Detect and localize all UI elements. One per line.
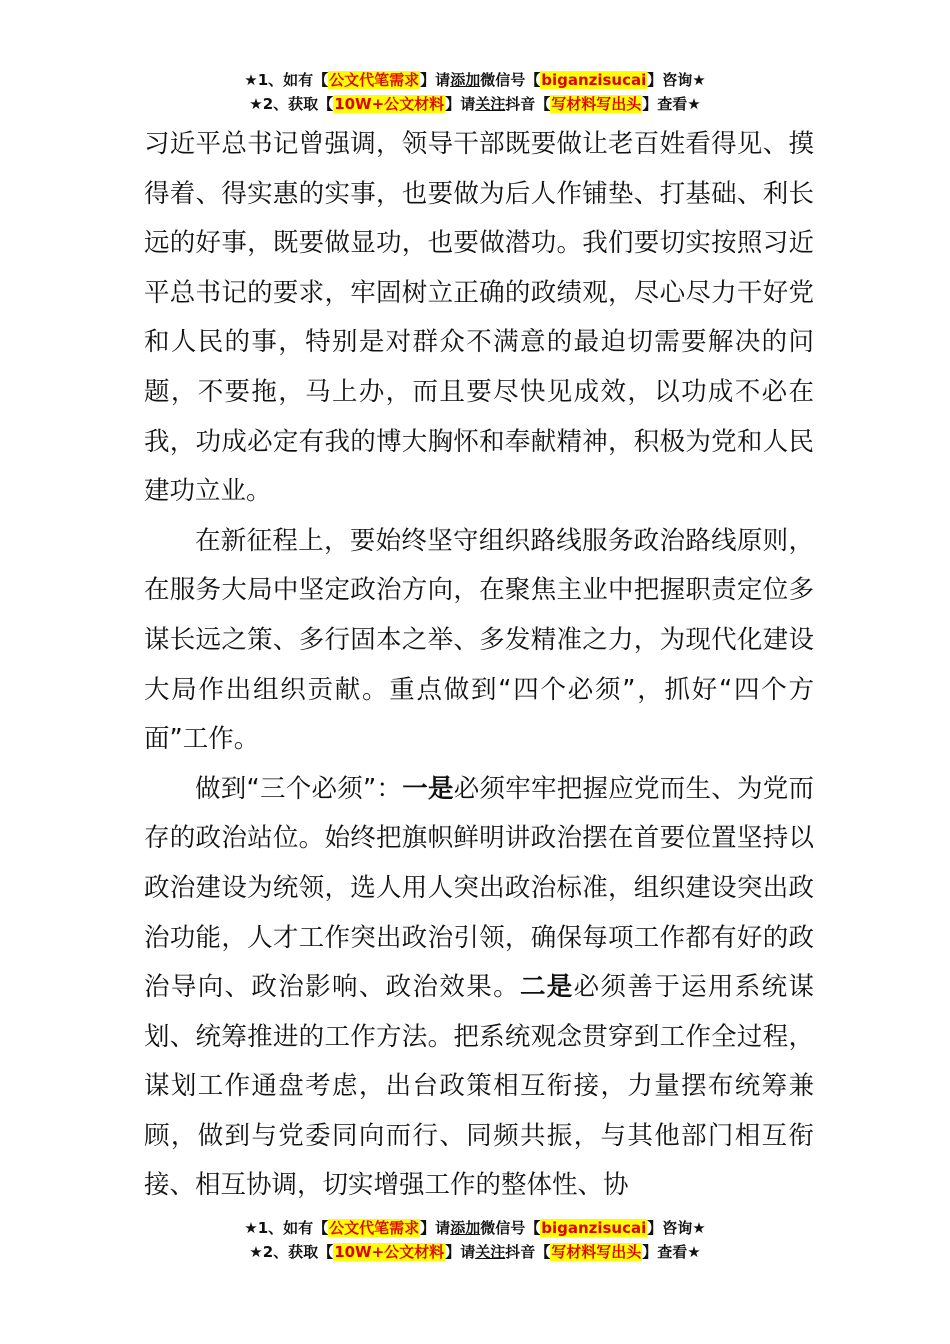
underlined-word: 关注 [475,95,506,113]
banner-line-1 [0,1216,950,1240]
banner-text: 】请 [420,71,451,89]
document-body [144,120,814,1211]
banner-text: ★2、获取【 [249,95,334,113]
paragraph-2: 在新征程上，要始终坚守组织路线服务政治路线原则，在服务大局中坚定政治方向，在聚焦主业中把握职责定位多谋长远之策、多行固本之举、多发精准之力，为现代化建设大局作出组织贡献。重点做到“四个必须”，抓好“四个方面”工作。 [144,525,814,755]
point-one-label: 一是 [402,773,454,804]
banner-text: 微信号【 [480,1219,541,1237]
banner-text: 抖音【 [505,95,551,113]
paragraph-3 [144,765,814,1211]
highlight-douyin-account: 写材料写出头 [551,1243,642,1261]
banner-text: 】咨询★ [647,71,706,89]
underlined-word: 添加 [450,71,481,89]
banner-text: 抖音【 [505,1243,551,1261]
banner-text: 】请 [445,1243,476,1261]
banner-text: 】咨询★ [647,1219,706,1237]
banner-line-1 [0,68,950,92]
highlight-douyin-account: 写材料写出头 [551,95,642,113]
paragraph-1: 习近平总书记曾强调，领导干部既要做让老百姓看得见、摸得着、得实惠的实事，也要做为后人作铺垫、打基础、利长远的好事，既要做显功，也要做潜功。我们要切实按照习近平总书记的要求，牢固树立正确的政绩观，尽心尽力干好党和人民的事，特别是对群众不满意的最迫切需要解决的问题，不要拖，马上办，而且要尽快见成效，以功成不必在我，功成必定有我的博大胸怀和奉献精神，积极为党和人民建功立业。 [144,129,814,507]
highlight-materials: 10W+公文材料 [334,1243,445,1261]
banner-text: 】请 [420,1219,451,1237]
banner-line-2 [0,1240,950,1264]
point-two-label: 二是 [519,972,574,1003]
banner-text: 】查看★ [642,1243,701,1261]
banner-text: 】查看★ [642,95,701,113]
banner-text: ★1、如有【 [244,1219,329,1237]
point-two-text: 必须善于运用系统谋划、统筹推进的工作方法。把系统观念贯穿到工作全过程，谋划工作通盘考虑，出台政策相互衔接，力量摆布统筹兼顾，做到与党委同向而行、同频共振，与其他部门相互衔接、相互协调，切实增强工作的整体性、协 [144,972,814,1201]
header-banner [0,68,950,116]
highlight-service: 公文代笔需求 [329,71,420,89]
banner-text: ★2、获取【 [249,1243,334,1261]
underlined-word: 添加 [450,1219,481,1237]
highlight-wechat-id: biganzisucai [541,71,647,89]
highlight-materials: 10W+公文材料 [334,95,445,113]
banner-line-2 [0,92,950,116]
paragraph-3-intro: 做到“三个必须”： [195,773,403,804]
banner-text: ★1、如有【 [244,71,329,89]
banner-text: 微信号【 [480,71,541,89]
point-one-text: 必须牢牢把握应党而生、为党而存的政治站位。始终把旗帜鲜明讲政治摆在首要位置坚持以政治建设为统领，选人用人突出政治标准，组织建设突出政治功能，人才工作突出政治引领，确保每项工作都有好的政治导向、政治影响、政治效果。 [144,773,814,1003]
highlight-wechat-id: biganzisucai [541,1219,647,1237]
highlight-service: 公文代笔需求 [329,1219,420,1237]
underlined-word: 关注 [475,1243,506,1261]
footer-banner [0,1216,950,1264]
banner-text: 】请 [445,95,476,113]
